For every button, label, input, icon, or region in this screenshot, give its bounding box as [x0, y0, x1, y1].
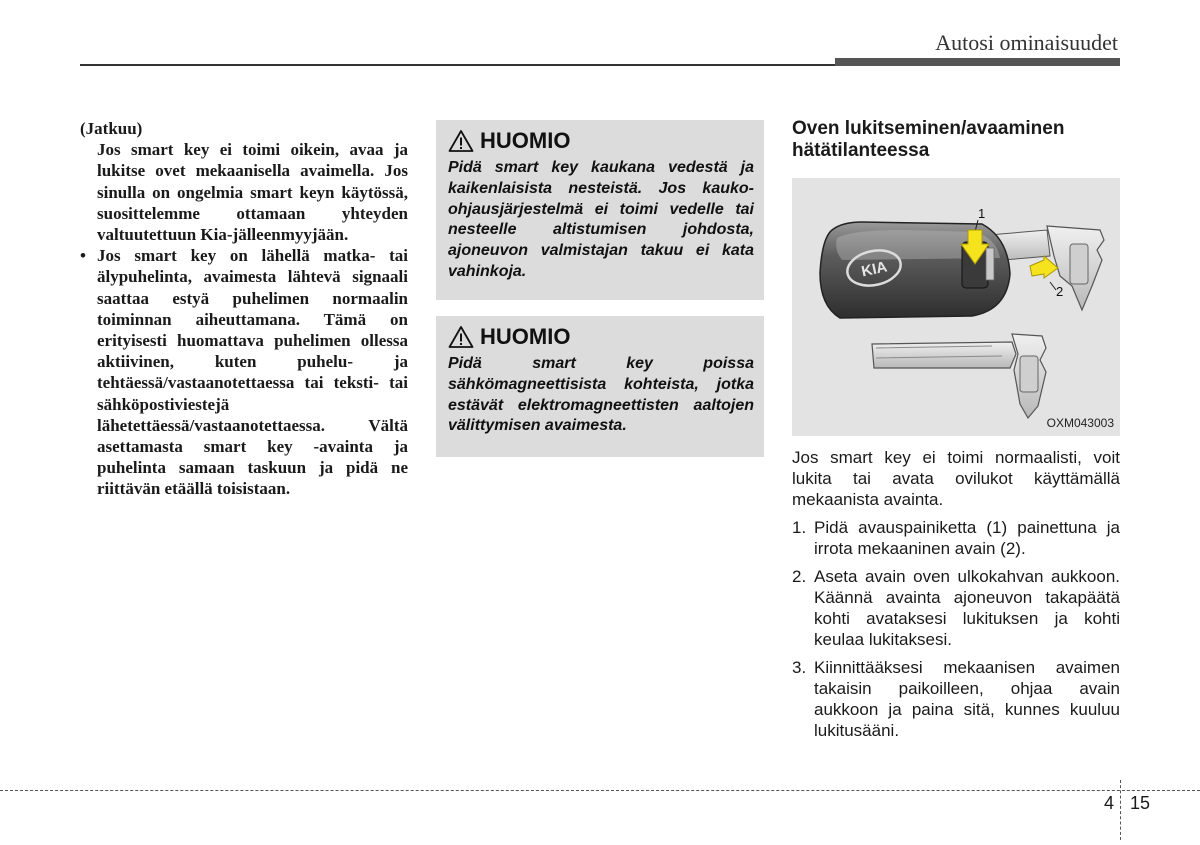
page-header-title: Autosi ominaisuudet: [935, 30, 1118, 55]
bullet-dot: •: [80, 246, 86, 266]
header-rule: [80, 64, 835, 66]
page-number: 15: [1130, 793, 1151, 813]
warning-triangle-icon: [448, 129, 474, 153]
left-paragraph: Jos smart key ei toimi oikein, avaa ja lukitse ovet mekaanisella avaimella. Jos sinulla on ongelmia smart keyn käytössä, suosittelemme ottamaan yhteyden valtuutettuun Kia-jälleenmyyjään.: [97, 140, 408, 245]
continued-label: (Jatkuu): [80, 119, 143, 138]
step-text: Kiinnittääksesi mekaanisen avaimen takaisin paikoilleen, ohjaa avain aukkoon ja paina sitä, kunnes kuuluu lukitusääni.: [814, 658, 1120, 740]
bullet-text: Jos smart key on lähellä matka- tai älypuhelinta, avaimesta lähtevä signaali saattaa estyä puhelimen normaalin toiminnan aiheuttamana. Tämä on erityisesti huomattava puhelimen ollessa aktiivinen, kuten puhelu- ja tehtäessä/vastaanotettaessa tai teksti- tai sähköpostiviestejä lähetettäessä/vastaanotettaessa. Vältä asettamasta smart key -avainta ja puhelinta samaan taskuun ja pidä ne riittävän etäällä toisistaan.: [97, 246, 408, 499]
callout-2: 2: [1056, 284, 1064, 299]
callout-1: 1: [978, 206, 986, 221]
section-title: Oven lukitseminen/avaaminen hätätilanteessa: [792, 118, 1065, 161]
warning-triangle-icon: [448, 325, 474, 349]
caution-text: Pidä smart key kaukana vedestä ja kaikenlaisista nesteistä. Jos kauko-ohjausjärjestelmä ei toimi vedelle tai nesteelle altistumisen johdosta, ajoneuvon valmistajan takuu ei kata vahinkoja.: [448, 159, 754, 280]
right-body: [792, 447, 1120, 748]
caution-box: [436, 120, 764, 300]
step-number: 1.: [792, 518, 807, 537]
bullet-item: [80, 245, 408, 499]
step-text: Pidä avauspainiketta (1) painettuna ja irrota mekaaninen avain (2).: [814, 518, 1120, 558]
footer-rule: [0, 790, 1200, 791]
step-text: Aseta avain oven ulkokahvan aukkoon. Käännä avainta ajoneuvon takapäätä kohti avataksesi lukituksen ja kohti keulaa lukitaksesi.: [814, 567, 1120, 649]
kia-logo: KIA: [859, 258, 889, 281]
footer-divider: [1120, 780, 1121, 840]
caution-box: [436, 316, 764, 457]
chapter-number: 4: [1104, 793, 1115, 813]
list-item: [792, 566, 1120, 650]
caution-heading: HUOMIO: [480, 324, 571, 349]
step-number: 2.: [792, 567, 807, 586]
list-item: [792, 657, 1120, 741]
smart-key-figure: [792, 178, 1120, 436]
smart-key-illustration: [792, 178, 1120, 436]
header-rule-accent: [835, 58, 1120, 66]
left-column: [80, 118, 408, 500]
caution-text: Pidä smart key poissa sähkömagneettisista kohteista, jotka estävät elektromagneettisten aaltojen välittymisen avaimesta.: [448, 355, 754, 435]
intro-text: Jos smart key ei toimi normaalisti, voit lukita tai avata ovilukot käyttämällä mekaanista avainta.: [792, 448, 1120, 509]
caution-heading: HUOMIO: [480, 128, 571, 153]
step-number: 3.: [792, 658, 807, 677]
steps-list: [792, 517, 1120, 741]
list-item: [792, 517, 1120, 559]
figure-code: OXM043003: [1046, 416, 1114, 430]
